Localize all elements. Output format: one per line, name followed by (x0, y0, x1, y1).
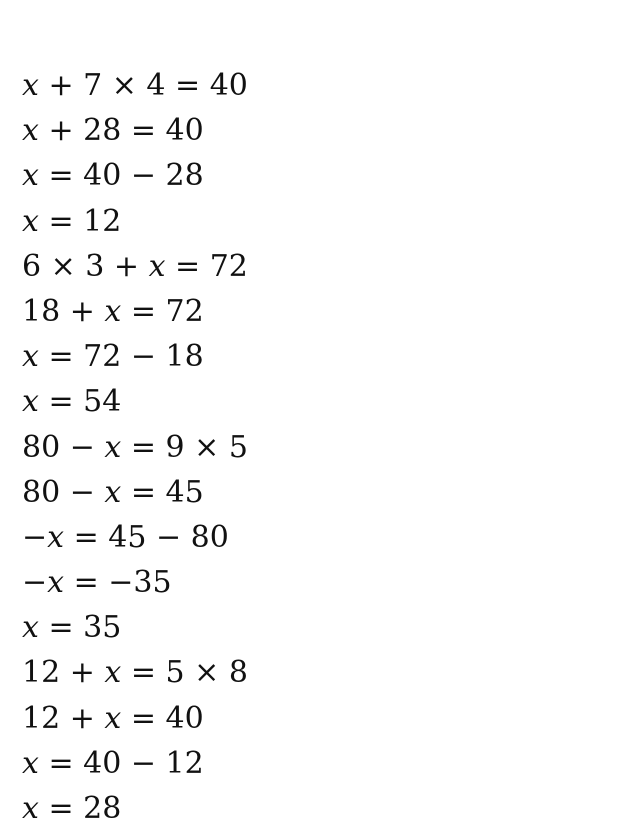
equation-line: 80 − x = 9 × 5 (22, 429, 248, 465)
equation-line: x = 40 − 28 (22, 158, 204, 194)
equation-line: x + 28 = 40 (22, 113, 204, 149)
equation-line: x = 40 − 12 (22, 745, 204, 781)
equation-line: x + 7 × 4 = 40 (22, 68, 248, 103)
equation-line: 6 × 3 + x = 72 (22, 248, 248, 284)
equation-line: 18 + x = 72 (22, 293, 204, 329)
equation-line: 12 + x = 5 × 8 (22, 655, 248, 691)
equation-line: −x = −35 (22, 565, 172, 601)
equation-line: 80 − x = 45 (22, 474, 204, 510)
equation-list (22, 63, 622, 831)
equation-line: x = 72 − 18 (22, 339, 204, 375)
equation-line: x = 54 (22, 384, 122, 420)
equation-line: x = 35 (22, 610, 122, 646)
equation-line: x = 28 (22, 791, 122, 826)
equation-line: 12 + x = 40 (22, 700, 204, 736)
equation-line: x = 12 (22, 203, 122, 239)
equation-line: −x = 45 − 80 (22, 519, 229, 555)
